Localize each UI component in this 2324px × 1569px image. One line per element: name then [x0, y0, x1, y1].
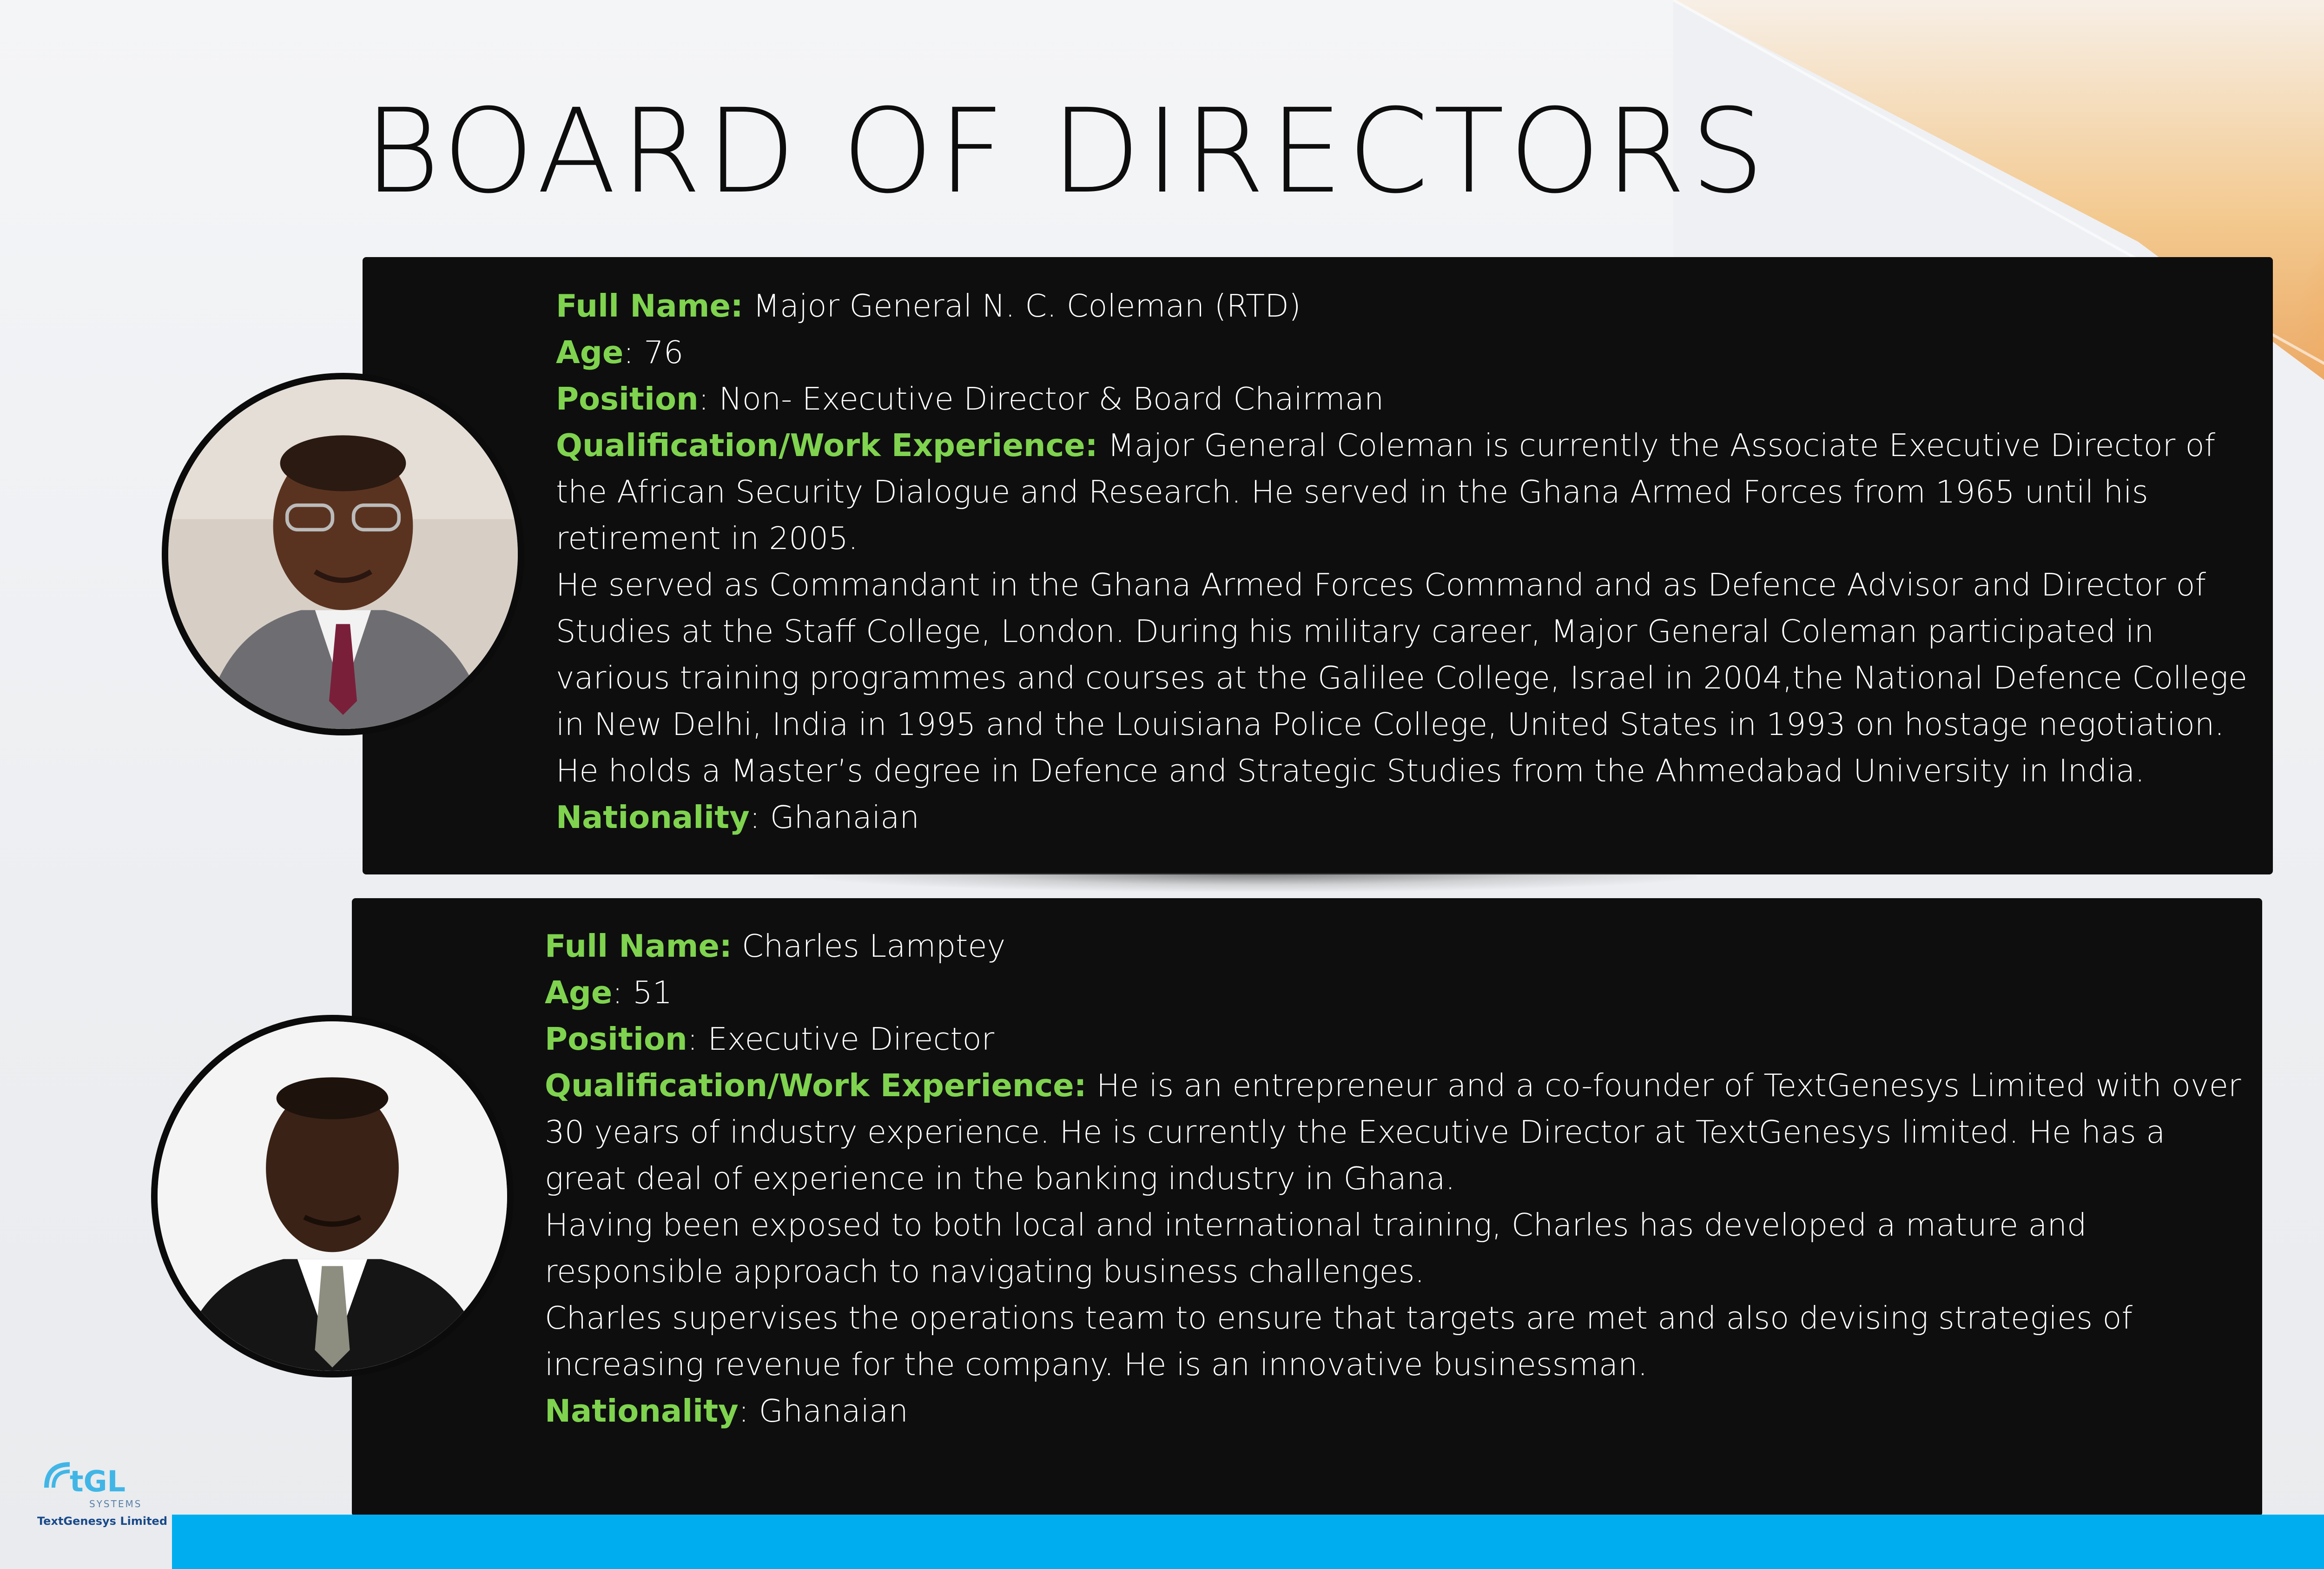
footer-bar: [172, 1515, 2324, 1569]
nationality-line: [545, 1388, 2241, 1434]
qualification-line: [545, 1062, 2241, 1202]
age-value: : 76: [623, 334, 684, 371]
full-name-value: Major General N. C. Coleman (RTD): [743, 288, 1301, 324]
qualification-label: Qualification/Work Experience:: [556, 427, 1098, 463]
qualification-label: Qualification/Work Experience:: [545, 1067, 1087, 1104]
position-value: : Executive Director: [687, 1021, 995, 1057]
qualification-text: He is an entrepreneur and a co-founder of TextGenesys Limited with over 30 years of industry experience. He is currently the Executive Director at TextGenesys limited. He has a great deal of experience in the banking industry in Ghana.: [545, 1067, 2241, 1197]
nationality-label: Nationality: [556, 799, 750, 835]
age-line: [556, 329, 2252, 376]
nationality-label: Nationality: [545, 1393, 739, 1429]
position-label: Position: [545, 1021, 687, 1057]
position-line: [556, 376, 2252, 422]
qualification-text: Major General Coleman is currently the Associate Executive Director of the African Security Dialogue and Research. He served in the Ghana Armed Forces from 1965 until his retirement in 2005.: [556, 427, 2216, 556]
page-title: BOARD OF DIRECTORS: [364, 84, 1769, 219]
age-value: : 51: [612, 974, 673, 1011]
director-photo: [162, 373, 524, 735]
director-photo: [151, 1015, 514, 1377]
logo-sub-text: SYSTEMS: [89, 1498, 142, 1509]
qualification-paragraph: Having been exposed to both local and international training, Charles has developed a mature and responsible approach to navigating business challenges.: [545, 1207, 2087, 1290]
age-line: [545, 969, 2241, 1016]
qualification-paragraph: Charles supervises the operations team to ensure that targets are met and also devising strategies of increasing revenue for the company. He is an innovative businessman.: [545, 1300, 2133, 1383]
full-name-label: Full Name:: [556, 288, 743, 324]
tgl-logo-mark: [37, 1455, 149, 1513]
full-name-value: Charles Lamptey: [732, 928, 1006, 964]
logo-company-name: TextGenesys Limited: [37, 1515, 168, 1528]
qualification-line: [556, 422, 2252, 562]
full-name-line: [545, 923, 2241, 969]
qualification-paragraph: He served as Commandant in the Ghana Armed Forces Command and as Defence Advisor and Director of Studies at the Staff College, London. During his military career, Major General Coleman participated in various training programmes and courses at the Galilee College, Israel in 2004,the National Defence College in New Delhi, India in 1995 and the Louisiana Police College, United States in 1993 on hostage negotiation. He holds a Master’s degree in Defence and Strategic Studies from the Ahmedabad University in India.: [556, 567, 2248, 789]
position-label: Position: [556, 381, 699, 417]
age-label: Age: [545, 974, 613, 1011]
director-info: [545, 923, 2241, 1434]
nationality-value: : Ghanaian: [749, 799, 919, 835]
director-info: [556, 283, 2252, 841]
nationality-line: [556, 794, 2252, 841]
nationality-value: : Ghanaian: [738, 1393, 908, 1429]
full-name-label: Full Name:: [545, 928, 732, 964]
position-line: [545, 1016, 2241, 1062]
age-label: Age: [556, 334, 624, 371]
full-name-line: [556, 283, 2252, 329]
logo-mark-text: tGL: [70, 1464, 126, 1498]
position-value: : Non- Executive Director & Board Chairman: [698, 381, 1384, 417]
company-logo: [37, 1455, 168, 1539]
card-shadow: [813, 873, 1697, 892]
